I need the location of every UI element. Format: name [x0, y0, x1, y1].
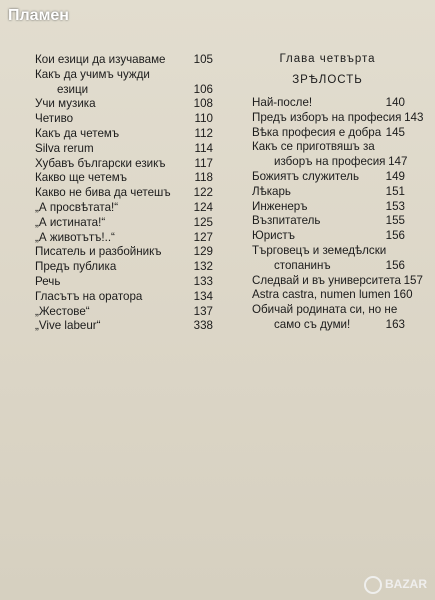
toc-entry: [252, 303, 405, 318]
toc-entry: [35, 53, 213, 68]
toc-entry-title: Какъ да учимъ чужди: [35, 67, 150, 81]
toc-entry: [252, 96, 405, 111]
toc-entry-title: „Vive labeur“: [35, 319, 101, 333]
watermark-top: Пламен: [8, 7, 69, 24]
toc-entry-page: 122: [193, 186, 213, 200]
toc-entry: [35, 171, 213, 186]
toc-entry: [35, 245, 213, 260]
toc-entry: [252, 185, 405, 200]
toc-entry-title: Речь: [35, 274, 61, 288]
toc-entry-page: 127: [193, 230, 213, 244]
toc-entry-page: 160: [393, 288, 413, 302]
toc-entry-page: 118: [194, 171, 213, 185]
toc-entry: [35, 305, 213, 320]
toc-entry-title: Какъ се приготвяшъ за: [252, 140, 375, 154]
toc-entry-title: „Жестове“: [35, 304, 90, 318]
toc-entry: [252, 110, 424, 126]
toc-entry-title: Silva rerum: [35, 141, 94, 155]
toc-left-column: [35, 53, 213, 334]
toc-entry: [35, 290, 213, 305]
bazar-logo-icon: [364, 576, 382, 594]
toc-entry: [35, 201, 213, 216]
toc-entry: [35, 112, 213, 127]
toc-entry: [35, 275, 213, 290]
toc-entry-title: стопанинъ: [274, 258, 331, 272]
toc-entry-title: Инженеръ: [252, 199, 308, 213]
toc-entry: [252, 288, 413, 303]
toc-entry-page: 155: [385, 214, 405, 228]
toc-entry: [35, 157, 213, 172]
toc-entry: [252, 244, 405, 259]
toc-entry-page: 114: [194, 141, 213, 155]
toc-entry-title: Четиво: [35, 112, 74, 126]
toc-entry-page: 149: [385, 169, 405, 183]
chapter-heading: Глава четвърта: [279, 53, 376, 65]
toc-entry-page: 147: [388, 155, 408, 169]
toc-entry-page: 145: [385, 125, 405, 139]
toc-entry-page: 132: [193, 260, 213, 274]
toc-right-column: [252, 96, 424, 333]
toc-entry: [252, 200, 405, 215]
toc-entry-title: Следвай и въ университета: [252, 273, 401, 287]
toc-entry: [252, 318, 405, 333]
toc-entry-page: 137: [193, 304, 213, 318]
toc-entry: [35, 216, 213, 231]
toc-entry-title: Търговецъ и земедѣлски: [252, 243, 387, 257]
toc-entry: [35, 127, 213, 142]
toc-entry-page: 117: [194, 156, 213, 170]
toc-entry-page: 105: [193, 53, 213, 66]
toc-entry-page: 143: [404, 110, 424, 124]
toc-entry-page: 163: [385, 317, 405, 331]
toc-entry-page: 153: [385, 199, 405, 213]
toc-entry: [35, 142, 213, 157]
toc-entry: [252, 273, 423, 289]
toc-entry-title: Най-после!: [252, 96, 313, 109]
toc-entry-page: 151: [385, 184, 405, 198]
toc-entry-title: Писатель и разбойникъ: [35, 245, 162, 259]
toc-entry-title: Вѣка професия е добра: [252, 125, 382, 139]
toc-entry-title: Предъ изборъ на професия: [252, 110, 402, 124]
toc-entry-title: Предъ публика: [35, 260, 117, 274]
toc-entry-title: Божиятъ служитель: [252, 169, 359, 183]
toc-entry-page: 124: [193, 200, 213, 214]
toc-entry: [35, 231, 213, 246]
toc-entry-page: 140: [385, 96, 405, 109]
toc-entry-page: 129: [193, 245, 213, 259]
toc-entry: [252, 170, 405, 185]
toc-entry: [35, 83, 213, 98]
section-heading: ЗРѢЛОСТЬ: [292, 74, 363, 86]
toc-entry-title: Лѣкарь: [252, 184, 291, 198]
toc-entry-page: 108: [193, 97, 213, 111]
toc-entry-title: изборъ на професия: [274, 155, 386, 169]
toc-entry: [35, 186, 213, 201]
toc-entry: [35, 97, 213, 112]
toc-entry-title: „А просвѣтата!“: [35, 200, 119, 214]
toc-entry-title: Обичай родината си, но не: [252, 303, 398, 317]
toc-entry-title: Astra castra, numen lumen: [252, 288, 391, 302]
toc-entry-title: Учи музика: [35, 97, 96, 111]
watermark-bottom-text: BAZAR: [385, 577, 427, 592]
toc-entry-page: 338: [193, 319, 213, 333]
toc-entry: [35, 68, 213, 83]
toc-entry: [35, 260, 213, 275]
toc-entry-title: Юристъ: [252, 229, 295, 243]
toc-entry-title: Възпитатель: [252, 214, 321, 228]
toc-entry: [252, 214, 405, 229]
toc-entry: [252, 155, 408, 170]
toc-entry-page: 156: [385, 258, 405, 272]
toc-entry-page: 112: [194, 126, 213, 140]
watermark-bottom: [364, 576, 427, 594]
toc-entry-page: 133: [193, 274, 213, 288]
toc-entry: [252, 140, 405, 155]
toc-entry: [35, 319, 213, 334]
toc-entry-page: 156: [385, 229, 405, 243]
toc-entry-title: Какво не бива да четешъ: [35, 186, 171, 200]
toc-entry-title: Какво ще четемъ: [35, 171, 127, 185]
toc-entry-page: 125: [193, 215, 213, 229]
toc-entry: [252, 259, 405, 274]
toc-entry: [252, 229, 405, 244]
toc-entry-page: 157: [403, 273, 423, 287]
toc-entry-title: Хубавъ български езикъ: [35, 156, 166, 170]
toc-entry-page: 110: [194, 112, 213, 126]
toc-entry-title: само съ думи!: [274, 317, 351, 331]
toc-entry-page: 106: [193, 82, 213, 96]
toc-entry-title: езици: [57, 82, 89, 96]
toc-entry-title: Гласътъ на оратора: [35, 289, 143, 303]
toc-entry-page: 134: [193, 289, 213, 303]
toc-entry-title: Кои езици да изучаваме: [35, 53, 166, 66]
toc-entry-title: „А животътъ!..“: [35, 230, 115, 244]
toc-entry: [252, 126, 405, 141]
toc-entry-title: „А истината!“: [35, 215, 106, 229]
toc-entry-title: Какъ да четемъ: [35, 126, 120, 140]
